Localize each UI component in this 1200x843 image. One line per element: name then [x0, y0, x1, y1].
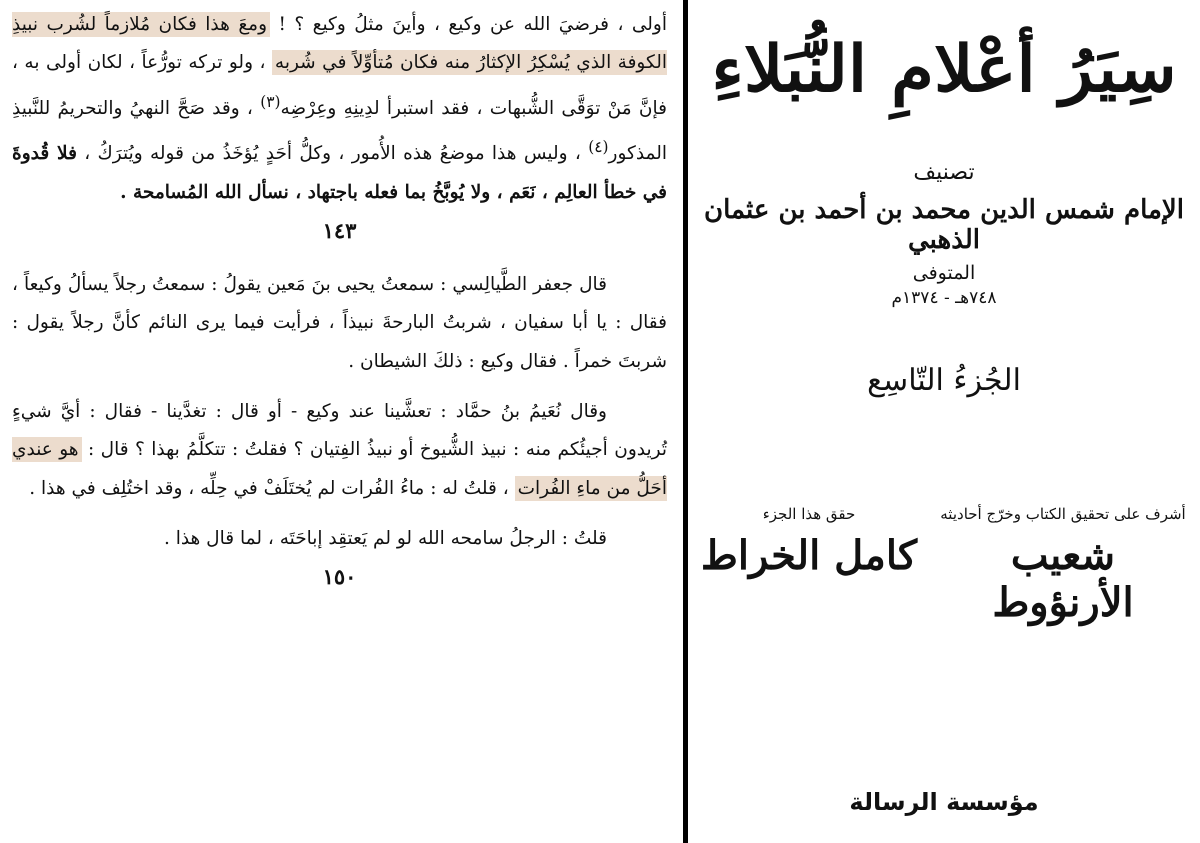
- supervisor-role: أشرف على تحقيق الكتاب وخرّج أحاديثه: [940, 505, 1186, 523]
- paragraph-3: [12, 393, 667, 508]
- p1-rest: ، ولو تركه تورُّعاً ، لكان أولى به ، فإنَّ مَنْ توَقَّى الشُّبهات ، فقد استبرأ لدِينِهِ وعِرْضِه: [12, 52, 667, 119]
- tasnif-label: تصنيف: [913, 160, 975, 185]
- section-number-150: ١٥٠: [322, 564, 357, 590]
- p3-b: ، قلتُ له : ماءُ الفُرات لم يُختَلَفْ في حِلِّه ، وقد اختُلِف في هذا .: [29, 477, 509, 499]
- highlight-1: ومعَ هذا فكان مُلازماً لشُرب نبيذِ الكوفة الذي يُسْكِرُ الإكثارُ منه فكان مُتأوِّلاً في شُربه: [12, 14, 667, 74]
- editor-role: حقق هذا الجزء: [762, 505, 856, 523]
- p1-rest2: ، وقد صَحَّ النهيُ والتحريمُ للنَّبيذِ المذكور: [12, 97, 667, 165]
- death-dates: ٧٤٨هـ - ١٣٧٤م: [891, 288, 997, 308]
- p1-rest3: ، وليس هذا موضعُ هذه الأُمور ، وكلُّ أحَدٍ يُؤخَذُ من قوله ويُترَكُ ،: [76, 143, 581, 165]
- paragraph-1: [12, 6, 667, 212]
- footnote-3: (٣): [260, 92, 281, 111]
- body-text: [12, 6, 667, 596]
- paragraph-2: قال جعفر الطَّيالِسي : سمعتُ يحيى بنَ مَعين يقولُ : سمعتُ رجلاً يسألُ وكيعاً ، فقال : يا أبا سفيان ، شربتُ البارحةَ نبيذاً ، فرأيت فيما يرى النائم كأنَّ رجلاً يقول : شربتَ خمراً . فقال وكيع : ذلكَ الشيطان .: [12, 274, 667, 372]
- died-label: المتوفى: [912, 262, 976, 284]
- section-number-143: ١٤٣: [322, 217, 357, 243]
- author-name: الإمام شمس الدين محمد بن أحمد بن عثمان الذهبي: [704, 195, 1184, 255]
- p3-a: وقال نُعَيمُ بنُ حمَّاد : تعشَّينا عند وكيع - أو قال : تغدَّينا - فقال : أيَّ شيءٍ تُريدون أجيئُكم منه : نبيذ الشُّيوخ أو نبيذُ الفِتيان ؟ فقلتُ : تتكلَّمُ بهذا ؟ قال :: [12, 400, 667, 461]
- book-title: سِيَرُ أعْلامِ النُّبَلاءِ: [711, 32, 1177, 107]
- p1-line1: أولى ، فرضيَ الله عن وكيع ، وأينَ مثلُ وكيع ؟ !: [270, 14, 667, 35]
- supervisor-name: شعيب الأرنؤوط: [992, 532, 1134, 626]
- footnote-4: (٤): [588, 138, 609, 157]
- editor-name: كامل الخراط: [700, 532, 918, 579]
- highlight-2: هو عندي أحَلُّ من ماءِ الفُرات: [12, 439, 667, 499]
- paragraph-4: قلتُ : الرجلُ سامحه الله لو لم يَعتقِد إباحَتَه ، لما قال هذا .: [163, 527, 607, 549]
- volume-label: الجُزءُ التّاسِع: [867, 363, 1021, 398]
- publisher-name: مؤسسة الرسالة: [849, 788, 1039, 816]
- p1-bold: فلا قُدوةَ في خطأ العالِم ، نَعَم ، ولا يُوبَّخُ بما فعله باجتهاد ، نسأل الله المُسامحة .: [12, 143, 667, 203]
- cover-page: [688, 0, 1200, 843]
